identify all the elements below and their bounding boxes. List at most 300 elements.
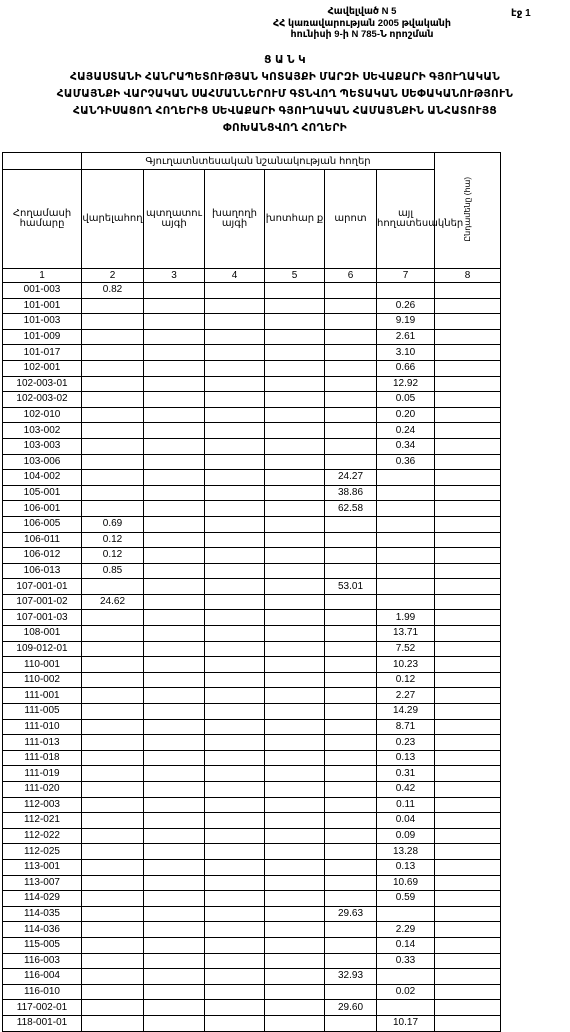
- cell-arable: 0.69: [82, 516, 144, 532]
- cell-plot-number: 107-001-02: [3, 594, 82, 610]
- cell-vineyard: [205, 782, 265, 798]
- cell-pasture: [325, 704, 377, 720]
- cell-other-lands: [377, 594, 435, 610]
- cell-pasture: [325, 953, 377, 969]
- table-row: [3, 657, 501, 673]
- cell-plot-number: 106-013: [3, 563, 82, 579]
- cell-total: [435, 891, 501, 907]
- cell-pasture: [325, 750, 377, 766]
- cell-orchard: [144, 516, 205, 532]
- cell-other-lands: [377, 470, 435, 486]
- cell-arable: [82, 688, 144, 704]
- cell-vineyard: [205, 454, 265, 470]
- cell-plot-number: 111-019: [3, 766, 82, 782]
- cell-pasture: [325, 859, 377, 875]
- cell-other-lands: [377, 906, 435, 922]
- cell-hayfield: [265, 969, 325, 985]
- cell-total: [435, 953, 501, 969]
- cell-orchard: [144, 329, 205, 345]
- cell-other-lands: [377, 516, 435, 532]
- cell-other-lands: 0.04: [377, 813, 435, 829]
- cell-other-lands: 1.99: [377, 610, 435, 626]
- cell-total: [435, 859, 501, 875]
- cell-arable: 0.12: [82, 532, 144, 548]
- cell-vineyard: [205, 470, 265, 486]
- col-num-1: 1: [3, 269, 82, 283]
- cell-vineyard: [205, 641, 265, 657]
- cell-total: [435, 470, 501, 486]
- cell-other-lands: 13.71: [377, 626, 435, 642]
- cell-hayfield: [265, 688, 325, 704]
- cell-orchard: [144, 735, 205, 751]
- table-row: [3, 563, 501, 579]
- cell-total: [435, 423, 501, 439]
- cell-vineyard: [205, 953, 265, 969]
- cell-other-lands: 0.24: [377, 423, 435, 439]
- cell-plot-number: 111-018: [3, 750, 82, 766]
- cell-orchard: [144, 937, 205, 953]
- cell-arable: [82, 984, 144, 1000]
- cell-vineyard: [205, 844, 265, 860]
- cell-pasture: [325, 672, 377, 688]
- cell-total: [435, 360, 501, 376]
- table-row: [3, 485, 501, 501]
- cell-total: [435, 641, 501, 657]
- cell-total: [435, 610, 501, 626]
- cell-hayfield: [265, 283, 325, 299]
- cell-arable: [82, 782, 144, 798]
- cell-orchard: [144, 688, 205, 704]
- cell-arable: [82, 392, 144, 408]
- cell-vineyard: [205, 657, 265, 673]
- cell-arable: [82, 329, 144, 345]
- table-row: [3, 392, 501, 408]
- cell-pasture: [325, 641, 377, 657]
- cell-arable: [82, 875, 144, 891]
- cell-arable: [82, 314, 144, 330]
- cell-arable: [82, 813, 144, 829]
- cell-orchard: [144, 548, 205, 564]
- cell-vineyard: [205, 594, 265, 610]
- cell-arable: [82, 672, 144, 688]
- cell-other-lands: 0.14: [377, 937, 435, 953]
- cell-plot-number: 106-001: [3, 501, 82, 517]
- cell-pasture: [325, 844, 377, 860]
- cell-hayfield: [265, 407, 325, 423]
- cell-total: [435, 813, 501, 829]
- cell-plot-number: 001-003: [3, 283, 82, 299]
- table-row: [3, 376, 501, 392]
- cell-plot-number: 117-002-01: [3, 1000, 82, 1016]
- cell-orchard: [144, 563, 205, 579]
- table-row: [3, 438, 501, 454]
- cell-orchard: [144, 485, 205, 501]
- cell-hayfield: [265, 828, 325, 844]
- cell-total: [435, 782, 501, 798]
- cell-hayfield: [265, 704, 325, 720]
- cell-pasture: 38.86: [325, 485, 377, 501]
- cell-hayfield: [265, 594, 325, 610]
- cell-orchard: [144, 704, 205, 720]
- cell-other-lands: 10.23: [377, 657, 435, 673]
- cell-arable: [82, 407, 144, 423]
- annex-title: Հավելված N 5: [327, 6, 397, 17]
- cell-other-lands: 2.29: [377, 922, 435, 938]
- cell-hayfield: [265, 485, 325, 501]
- title-line-4: ՀԱՆԴԻՍԱՑՈՂ ՀՈՂԵՐԻՑ ՍԵՎԱՔԱՐԻ ԳՅՈՒՂԱԿԱՆ ՀԱՄԱՅՆՔԻՆ ԱՆՀԱՏՈՒՅՑ: [73, 105, 497, 117]
- header-vineyard: խաղողի այգի: [205, 170, 265, 269]
- table-row: [3, 719, 501, 735]
- cell-plot-number: 113-007: [3, 875, 82, 891]
- cell-other-lands: [377, 969, 435, 985]
- cell-hayfield: [265, 875, 325, 891]
- cell-vineyard: [205, 1015, 265, 1031]
- cell-plot-number: 111-013: [3, 735, 82, 751]
- cell-hayfield: [265, 454, 325, 470]
- cell-orchard: [144, 750, 205, 766]
- cell-pasture: [325, 657, 377, 673]
- table-row: [3, 1015, 501, 1031]
- cell-pasture: [325, 392, 377, 408]
- annex-decree-line: ՀՀ կառավարության 2005 թվականի: [272, 17, 452, 29]
- table-row: [3, 516, 501, 532]
- cell-arable: [82, 922, 144, 938]
- cell-total: [435, 329, 501, 345]
- land-table: [2, 152, 501, 1032]
- cell-orchard: [144, 376, 205, 392]
- cell-total: [435, 672, 501, 688]
- table-row: [3, 407, 501, 423]
- cell-orchard: [144, 797, 205, 813]
- cell-pasture: [325, 937, 377, 953]
- cell-total: [435, 704, 501, 720]
- cell-other-lands: 10.17: [377, 1015, 435, 1031]
- cell-other-lands: 0.59: [377, 891, 435, 907]
- cell-total: [435, 750, 501, 766]
- cell-orchard: [144, 392, 205, 408]
- cell-pasture: [325, 283, 377, 299]
- header-plot-number: Հողամասի համարը: [3, 170, 82, 269]
- table-row: [3, 688, 501, 704]
- table-row: [3, 626, 501, 642]
- cell-total: [435, 485, 501, 501]
- table-row: [3, 813, 501, 829]
- cell-plot-number: 110-001: [3, 657, 82, 673]
- cell-vineyard: [205, 937, 265, 953]
- cell-vineyard: [205, 688, 265, 704]
- cell-plot-number: 107-001-03: [3, 610, 82, 626]
- table-row: [3, 906, 501, 922]
- cell-pasture: 32.93: [325, 969, 377, 985]
- cell-orchard: [144, 813, 205, 829]
- cell-orchard: [144, 626, 205, 642]
- cell-vineyard: [205, 563, 265, 579]
- cell-vineyard: [205, 859, 265, 875]
- cell-other-lands: 10.69: [377, 875, 435, 891]
- cell-hayfield: [265, 392, 325, 408]
- cell-arable: [82, 579, 144, 595]
- cell-pasture: [325, 735, 377, 751]
- cell-pasture: [325, 828, 377, 844]
- cell-vineyard: [205, 1000, 265, 1016]
- cell-arable: [82, 750, 144, 766]
- cell-pasture: [325, 1015, 377, 1031]
- cell-other-lands: 12.92: [377, 376, 435, 392]
- cell-other-lands: 0.42: [377, 782, 435, 798]
- cell-total: [435, 501, 501, 517]
- cell-other-lands: [377, 532, 435, 548]
- header-total: [435, 153, 501, 269]
- cell-hayfield: [265, 953, 325, 969]
- cell-vineyard: [205, 579, 265, 595]
- cell-total: [435, 719, 501, 735]
- table-row: [3, 969, 501, 985]
- cell-total: [435, 438, 501, 454]
- cell-plot-number: 101-003: [3, 314, 82, 330]
- cell-pasture: [325, 766, 377, 782]
- cell-plot-number: 114-029: [3, 891, 82, 907]
- cell-orchard: [144, 891, 205, 907]
- cell-vineyard: [205, 984, 265, 1000]
- cell-total: [435, 516, 501, 532]
- cell-total: [435, 1015, 501, 1031]
- cell-hayfield: [265, 750, 325, 766]
- cell-total: [435, 563, 501, 579]
- cell-arable: [82, 298, 144, 314]
- title-line-1: Ց Ա Ն Կ: [264, 54, 306, 66]
- cell-arable: [82, 906, 144, 922]
- cell-pasture: [325, 782, 377, 798]
- header-other-lands: այլ հողատեսակներ: [377, 170, 435, 269]
- header-orchard: պտղատու այգի: [144, 170, 205, 269]
- cell-orchard: [144, 875, 205, 891]
- cell-plot-number: 103-003: [3, 438, 82, 454]
- cell-total: [435, 984, 501, 1000]
- title-line-3: ՀԱՄԱՅՆՔԻ ՎԱՐՉԱԿԱՆ ՍԱՀՄԱՆՆԵՐՈՒՄ ԳՏՆՎՈՂ ՊԵՏԱԿԱՆ ՍԵՓԱԿԱՆՈՒԹՅՈՒՆ: [56, 88, 514, 100]
- col-num-6: 6: [325, 269, 377, 283]
- cell-arable: [82, 610, 144, 626]
- cell-hayfield: [265, 314, 325, 330]
- cell-other-lands: [377, 501, 435, 517]
- cell-hayfield: [265, 844, 325, 860]
- cell-other-lands: 13.28: [377, 844, 435, 860]
- cell-other-lands: 8.71: [377, 719, 435, 735]
- cell-other-lands: [377, 283, 435, 299]
- col-num-5: 5: [265, 269, 325, 283]
- annex-decree-date: հունիսի 9-ի N 785-Ն որոշման: [290, 29, 434, 40]
- cell-plot-number: 101-017: [3, 345, 82, 361]
- table-row: [3, 594, 501, 610]
- cell-hayfield: [265, 891, 325, 907]
- cell-plot-number: 111-010: [3, 719, 82, 735]
- cell-plot-number: 101-009: [3, 329, 82, 345]
- cell-arable: 0.85: [82, 563, 144, 579]
- cell-arable: 0.12: [82, 548, 144, 564]
- cell-hayfield: [265, 937, 325, 953]
- table-row: [3, 1000, 501, 1016]
- cell-vineyard: [205, 501, 265, 517]
- cell-other-lands: 0.13: [377, 750, 435, 766]
- cell-other-lands: 0.09: [377, 828, 435, 844]
- cell-vineyard: [205, 360, 265, 376]
- cell-orchard: [144, 283, 205, 299]
- cell-other-lands: 7.52: [377, 641, 435, 657]
- cell-arable: [82, 438, 144, 454]
- cell-hayfield: [265, 563, 325, 579]
- cell-vineyard: [205, 672, 265, 688]
- cell-arable: [82, 859, 144, 875]
- cell-vineyard: [205, 719, 265, 735]
- cell-plot-number: 106-011: [3, 532, 82, 548]
- cell-pasture: [325, 423, 377, 439]
- cell-orchard: [144, 953, 205, 969]
- cell-plot-number: 111-001: [3, 688, 82, 704]
- cell-vineyard: [205, 610, 265, 626]
- cell-plot-number: 113-001: [3, 859, 82, 875]
- cell-vineyard: [205, 626, 265, 642]
- cell-other-lands: [377, 579, 435, 595]
- cell-plot-number: 102-001: [3, 360, 82, 376]
- cell-pasture: 29.63: [325, 906, 377, 922]
- cell-vineyard: [205, 548, 265, 564]
- cell-arable: [82, 797, 144, 813]
- cell-hayfield: [265, 813, 325, 829]
- cell-arable: [82, 376, 144, 392]
- table-row: [3, 875, 501, 891]
- cell-plot-number: 112-021: [3, 813, 82, 829]
- cell-vineyard: [205, 766, 265, 782]
- cell-other-lands: 0.05: [377, 392, 435, 408]
- cell-orchard: [144, 906, 205, 922]
- cell-pasture: [325, 298, 377, 314]
- cell-plot-number: 116-003: [3, 953, 82, 969]
- cell-other-lands: 2.27: [377, 688, 435, 704]
- cell-total: [435, 906, 501, 922]
- cell-plot-number: 106-005: [3, 516, 82, 532]
- cell-vineyard: [205, 969, 265, 985]
- cell-orchard: [144, 828, 205, 844]
- cell-other-lands: 0.26: [377, 298, 435, 314]
- cell-vineyard: [205, 407, 265, 423]
- cell-hayfield: [265, 641, 325, 657]
- table-row: [3, 766, 501, 782]
- cell-plot-number: 115-005: [3, 937, 82, 953]
- table-row: [3, 797, 501, 813]
- cell-pasture: [325, 516, 377, 532]
- cell-vineyard: [205, 438, 265, 454]
- cell-orchard: [144, 532, 205, 548]
- cell-vineyard: [205, 735, 265, 751]
- cell-hayfield: [265, 984, 325, 1000]
- cell-orchard: [144, 298, 205, 314]
- cell-pasture: [325, 360, 377, 376]
- cell-hayfield: [265, 735, 325, 751]
- table-row: [3, 610, 501, 626]
- cell-total: [435, 766, 501, 782]
- cell-other-lands: 9.19: [377, 314, 435, 330]
- cell-orchard: [144, 438, 205, 454]
- cell-arable: [82, 937, 144, 953]
- cell-pasture: [325, 548, 377, 564]
- cell-pasture: [325, 875, 377, 891]
- cell-plot-number: 114-035: [3, 906, 82, 922]
- cell-vineyard: [205, 345, 265, 361]
- cell-arable: [82, 657, 144, 673]
- table-row: [3, 454, 501, 470]
- header-arable: վարելահող: [82, 170, 144, 269]
- col-num-2: 2: [82, 269, 144, 283]
- cell-total: [435, 922, 501, 938]
- cell-pasture: [325, 688, 377, 704]
- cell-orchard: [144, 360, 205, 376]
- cell-pasture: [325, 376, 377, 392]
- cell-arable: [82, 485, 144, 501]
- cell-vineyard: [205, 813, 265, 829]
- cell-pasture: 62.58: [325, 501, 377, 517]
- cell-orchard: [144, 782, 205, 798]
- cell-vineyard: [205, 875, 265, 891]
- cell-hayfield: [265, 922, 325, 938]
- table-row: [3, 937, 501, 953]
- table-body: [3, 283, 501, 1032]
- cell-pasture: [325, 454, 377, 470]
- cell-arable: [82, 719, 144, 735]
- cell-hayfield: [265, 1015, 325, 1031]
- cell-arable: [82, 360, 144, 376]
- cell-pasture: [325, 329, 377, 345]
- cell-total: [435, 937, 501, 953]
- table-row: [3, 470, 501, 486]
- cell-arable: 24.62: [82, 594, 144, 610]
- cell-orchard: [144, 844, 205, 860]
- cell-plot-number: 103-006: [3, 454, 82, 470]
- cell-plot-number: 109-012-01: [3, 641, 82, 657]
- table-row: [3, 423, 501, 439]
- cell-orchard: [144, 657, 205, 673]
- cell-hayfield: [265, 672, 325, 688]
- cell-plot-number: 110-002: [3, 672, 82, 688]
- cell-other-lands: 0.20: [377, 407, 435, 423]
- cell-plot-number: 102-010: [3, 407, 82, 423]
- cell-vineyard: [205, 891, 265, 907]
- cell-pasture: [325, 610, 377, 626]
- header-pasture: արոտ: [325, 170, 377, 269]
- table-row: [3, 283, 501, 299]
- cell-arable: 0.82: [82, 283, 144, 299]
- cell-orchard: [144, 610, 205, 626]
- cell-hayfield: [265, 657, 325, 673]
- table-row: [3, 329, 501, 345]
- cell-orchard: [144, 423, 205, 439]
- cell-pasture: [325, 594, 377, 610]
- cell-hayfield: [265, 376, 325, 392]
- cell-arable: [82, 828, 144, 844]
- cell-total: [435, 875, 501, 891]
- table-row: [3, 641, 501, 657]
- cell-other-lands: 0.31: [377, 766, 435, 782]
- cell-pasture: [325, 719, 377, 735]
- cell-arable: [82, 704, 144, 720]
- cell-hayfield: [265, 579, 325, 595]
- table-row: [3, 984, 501, 1000]
- document-title: [0, 52, 570, 137]
- cell-other-lands: [377, 563, 435, 579]
- cell-plot-number: 112-022: [3, 828, 82, 844]
- col-num-3: 3: [144, 269, 205, 283]
- table-row: [3, 345, 501, 361]
- cell-vineyard: [205, 922, 265, 938]
- cell-pasture: [325, 407, 377, 423]
